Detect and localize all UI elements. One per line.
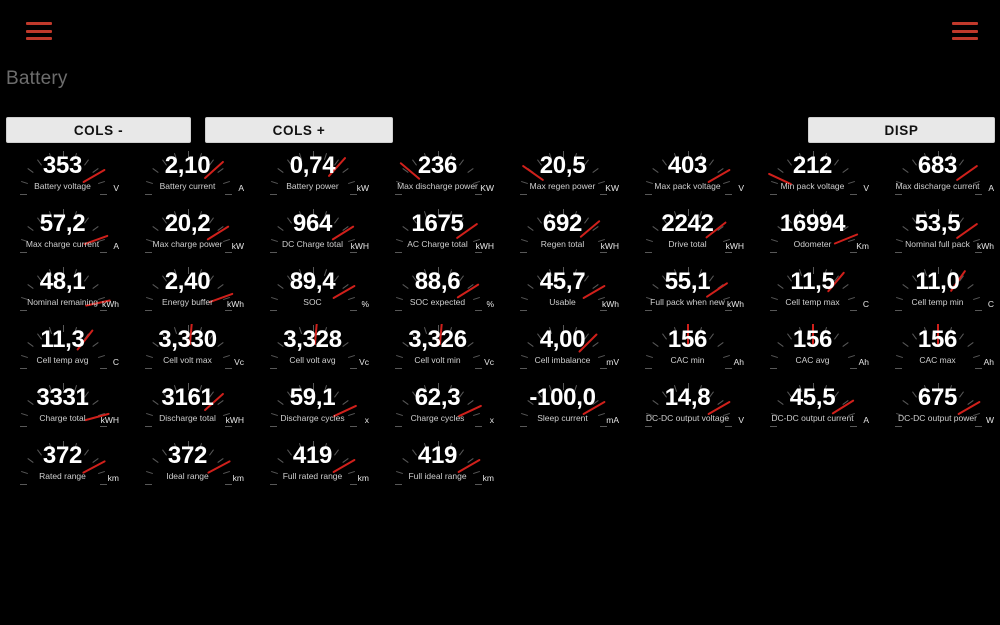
gauge-value: 11,3 — [40, 326, 85, 353]
gauge-tick — [475, 426, 482, 427]
gauge-value: 48,1 — [39, 268, 86, 295]
gauge-value: 156 — [792, 326, 833, 353]
gauge-tick — [895, 310, 902, 311]
gauge-unit: Ah — [733, 357, 744, 367]
gauge-unit: Vc — [359, 357, 369, 367]
gauge-unit: Vc — [234, 357, 244, 367]
gauge-cell[interactable] — [0, 382, 125, 440]
gauge-cell[interactable] — [375, 382, 500, 440]
gauge-cell[interactable] — [125, 382, 250, 440]
gauge-label: Sleep current — [537, 413, 588, 423]
gauge-tick — [100, 426, 107, 427]
gauge-tick — [20, 310, 27, 311]
gauge-label: Cell volt max — [163, 355, 212, 365]
gauge-cell[interactable] — [500, 150, 625, 208]
gauge-value: 2,40 — [164, 268, 211, 295]
gauge-value: 403 — [667, 152, 708, 179]
gauge-unit: kWH — [100, 415, 119, 425]
gauge-label: Cell temp min — [911, 297, 964, 307]
gauge-row — [0, 266, 1000, 324]
gauge-tick — [350, 252, 357, 253]
gauge-cell[interactable] — [250, 382, 375, 440]
gauge-tick — [645, 194, 652, 195]
gauge-label: AC Charge total — [407, 239, 468, 249]
gauge-tick — [270, 484, 277, 485]
gauge-cell[interactable] — [500, 208, 625, 266]
gauge-unit: x — [364, 415, 369, 425]
gauge-cell[interactable] — [125, 324, 250, 382]
gauge-cell[interactable] — [875, 208, 1000, 266]
gauge-label: Min pack voltage — [780, 181, 845, 191]
gauge-value: 236 — [417, 152, 458, 179]
gauge-unit: W — [985, 415, 994, 425]
gauge-label: SOC — [303, 297, 322, 307]
hamburger-menu-icon[interactable] — [952, 22, 978, 40]
gauge-unit: kWh — [602, 299, 619, 309]
gauge-unit: A — [863, 415, 869, 425]
gauge-unit: Ah — [858, 357, 869, 367]
gauge-tick — [395, 310, 402, 311]
gauge-value: 683 — [917, 152, 958, 179]
gauge-tick — [100, 368, 107, 369]
gauge-tick — [850, 368, 857, 369]
gauge-unit: A — [113, 241, 119, 251]
gauge-row — [0, 440, 1000, 498]
gauge-value: 2242 — [661, 210, 714, 237]
gauge-unit: mV — [606, 357, 619, 367]
gauge-tick — [395, 426, 402, 427]
gauge-label: Cell temp avg — [36, 355, 89, 365]
gauge-label: Max charge power — [152, 239, 223, 249]
gauge-tick — [270, 426, 277, 427]
gauge-cell[interactable] — [625, 150, 750, 208]
gauge-tick — [225, 368, 232, 369]
gauge-label: Discharge cycles — [280, 413, 345, 423]
gauge-unit: kW — [231, 241, 244, 251]
gauge-tick — [20, 426, 27, 427]
gauge-tick — [270, 368, 277, 369]
gauge-unit: KW — [480, 183, 494, 193]
gauge-cell[interactable] — [250, 266, 375, 324]
gauge-label: Discharge total — [159, 413, 216, 423]
gauge-cell[interactable] — [750, 208, 875, 266]
gauge-cell[interactable] — [0, 266, 125, 324]
gauge-tick — [350, 426, 357, 427]
gauge-label: Battery voltage — [34, 181, 91, 191]
gauge-tick — [770, 194, 777, 195]
gauge-label: Energy buffer — [162, 297, 213, 307]
gauge-tick — [770, 252, 777, 253]
gauge-value: 11,5 — [790, 268, 835, 295]
gauge-tick — [475, 194, 482, 195]
gauge-unit: C — [112, 357, 119, 367]
top-bar — [0, 0, 1000, 62]
gauge-unit: Ah — [983, 357, 994, 367]
gauge-label: DC-DC output voltage — [645, 413, 730, 423]
gauge-unit: V — [738, 415, 744, 425]
gauge-tick — [350, 310, 357, 311]
gauge-tick — [600, 252, 607, 253]
gauge-tick — [475, 252, 482, 253]
gauge-cell[interactable] — [625, 324, 750, 382]
gauge-tick — [520, 310, 527, 311]
gauge-cell[interactable] — [500, 324, 625, 382]
gauge-label: Drive total — [668, 239, 707, 249]
gauge-tick — [395, 484, 402, 485]
gauge-unit: V — [113, 183, 119, 193]
gauge-tick — [100, 194, 107, 195]
gauge-tick — [520, 426, 527, 427]
gauge-unit: V — [863, 183, 869, 193]
gauge-label: SOC expected — [409, 297, 466, 307]
gauge-tick — [225, 194, 232, 195]
gauge-unit: C — [862, 299, 869, 309]
gauge-value: 3,330 — [158, 326, 217, 353]
gauge-tick — [20, 194, 27, 195]
gauge-tick — [270, 252, 277, 253]
cols-minus-button[interactable]: COLS - — [6, 117, 191, 143]
gauge-cell[interactable] — [625, 382, 750, 440]
gauge-tick — [975, 310, 982, 311]
gauge-tick — [225, 252, 232, 253]
gauge-label: Regen total — [540, 239, 585, 249]
gauge-cell[interactable] — [250, 208, 375, 266]
gauge-cell[interactable] — [875, 150, 1000, 208]
gauge-label: Cell imbalance — [534, 355, 591, 365]
gauge-label: Full rated range — [282, 471, 343, 481]
gauge-tick — [475, 484, 482, 485]
gauge-label: Max discharge power — [397, 181, 478, 191]
gauge-unit: kWH — [350, 241, 369, 251]
gauge-tick — [145, 194, 152, 195]
gauge-tick — [645, 252, 652, 253]
gauge-value: 57,2 — [39, 210, 86, 237]
gauge-tick — [850, 310, 857, 311]
gauge-unit: km — [107, 473, 119, 483]
menu-bar-3 — [26, 37, 52, 40]
gauge-unit: A — [238, 183, 244, 193]
button-row — [0, 117, 1000, 143]
gauge-tick — [645, 426, 652, 427]
gauge-tick — [475, 310, 482, 311]
gauge-label: Full pack when new — [650, 297, 725, 307]
gauge-label: CAC avg — [795, 355, 830, 365]
gauge-tick — [850, 252, 857, 253]
gauge-tick — [520, 252, 527, 253]
gauge-tick — [600, 426, 607, 427]
gauge-tick — [600, 368, 607, 369]
gauge-cell[interactable] — [750, 324, 875, 382]
gauge-label: Cell temp max — [785, 297, 840, 307]
gauge-value: 45,7 — [539, 268, 586, 295]
page-title: Battery — [6, 68, 68, 89]
gauge-tick — [850, 194, 857, 195]
gauge-cell[interactable] — [375, 324, 500, 382]
gauge-cell[interactable] — [0, 150, 125, 208]
gauge-tick — [270, 310, 277, 311]
gauge-unit: mA — [606, 415, 619, 425]
gauge-label: CAC max — [919, 355, 956, 365]
gauge-tick — [975, 194, 982, 195]
gauge-unit: kWh — [227, 299, 244, 309]
gauge-label: Full ideal range — [408, 471, 467, 481]
gauge-label: DC Charge total — [282, 239, 343, 249]
gauge-label: Charge cycles — [410, 413, 465, 423]
menu-bar-3 — [952, 37, 978, 40]
gauge-cell[interactable] — [125, 266, 250, 324]
gauge-value: 2,10 — [164, 152, 211, 179]
gauge-cell[interactable] — [375, 266, 500, 324]
gauge-tick — [895, 426, 902, 427]
gauge-cell[interactable] — [125, 440, 250, 498]
gauge-tick — [725, 310, 732, 311]
hamburger-menu-icon[interactable] — [26, 22, 52, 40]
gauge-unit: kWh — [727, 299, 744, 309]
gauge-cell[interactable] — [250, 150, 375, 208]
gauge-unit: kWH — [225, 415, 244, 425]
gauge-tick — [600, 310, 607, 311]
gauge-tick — [350, 368, 357, 369]
gauge-tick — [20, 368, 27, 369]
gauge-value: 372 — [167, 442, 208, 469]
gauge-tick — [145, 368, 152, 369]
gauge-value: 372 — [42, 442, 83, 469]
gauge-cell[interactable] — [0, 324, 125, 382]
gauge-tick — [225, 426, 232, 427]
gauge-value: 156 — [667, 326, 708, 353]
gauge-value: 20,5 — [539, 152, 586, 179]
gauge-label: Nominal remaining — [27, 297, 98, 307]
gauge-unit: Vc — [484, 357, 494, 367]
gauge-tick — [725, 252, 732, 253]
gauge-value: 419 — [292, 442, 333, 469]
gauge-cell[interactable] — [750, 382, 875, 440]
gauge-value: 53,5 — [914, 210, 961, 237]
gauge-value: 3161 — [161, 384, 214, 411]
gauge-unit: % — [486, 299, 494, 309]
gauge-value: 14,8 — [664, 384, 711, 411]
gauge-cell[interactable] — [375, 208, 500, 266]
gauge-tick — [145, 426, 152, 427]
gauge-cell[interactable] — [625, 208, 750, 266]
gauge-cell[interactable] — [875, 266, 1000, 324]
gauge-label: Max regen power — [529, 181, 596, 191]
menu-bar-1 — [26, 22, 52, 25]
gauge-cell[interactable] — [500, 266, 625, 324]
gauge-tick — [770, 310, 777, 311]
gauge-label: DC-DC output power — [898, 413, 977, 423]
gauge-tick — [975, 252, 982, 253]
gauge-tick — [850, 426, 857, 427]
gauge-tick — [350, 194, 357, 195]
gauge-value: 964 — [292, 210, 333, 237]
gauge-label: Max pack voltage — [654, 181, 721, 191]
gauge-value: 212 — [792, 152, 833, 179]
menu-bar-2 — [952, 30, 978, 33]
gauge-value: 11,0 — [915, 268, 960, 295]
gauge-unit: x — [489, 415, 494, 425]
gauge-unit: km — [357, 473, 369, 483]
gauge-label: Usable — [549, 297, 576, 307]
gauge-unit: km — [232, 473, 244, 483]
gauge-unit: Km — [856, 241, 869, 251]
gauge-tick — [725, 426, 732, 427]
gauge-tick — [395, 194, 402, 195]
gauge-cell[interactable] — [875, 382, 1000, 440]
gauge-unit: kW — [356, 183, 369, 193]
gauge-cell[interactable] — [625, 266, 750, 324]
disp-button[interactable]: DISP — [808, 117, 995, 143]
gauge-cell[interactable] — [125, 150, 250, 208]
gauge-tick — [725, 368, 732, 369]
gauge-cell[interactable] — [875, 324, 1000, 382]
gauge-tick — [770, 426, 777, 427]
gauge-label: Ideal range — [166, 471, 209, 481]
gauge-row — [0, 324, 1000, 382]
gauge-label: Max charge current — [25, 239, 100, 249]
gauge-label: Battery current — [159, 181, 216, 191]
gauge-row — [0, 150, 1000, 208]
gauge-value: 3,326 — [408, 326, 467, 353]
gauge-cell[interactable] — [375, 440, 500, 498]
gauge-value: 353 — [42, 152, 83, 179]
gauge-tick — [725, 194, 732, 195]
gauge-unit: KW — [605, 183, 619, 193]
gauge-tick — [100, 252, 107, 253]
gauge-label: Cell volt min — [414, 355, 461, 365]
gauge-value: 20,2 — [164, 210, 211, 237]
gauge-cell[interactable] — [0, 208, 125, 266]
gauge-value: 59,1 — [289, 384, 336, 411]
gauge-tick — [395, 368, 402, 369]
gauge-label: CAC min — [670, 355, 705, 365]
gauge-tick — [520, 368, 527, 369]
gauge-unit: V — [738, 183, 744, 193]
gauge-unit: kWH — [600, 241, 619, 251]
gauge-tick — [895, 194, 902, 195]
gauge-label: Cell volt avg — [289, 355, 336, 365]
gauge-unit: kWh — [102, 299, 119, 309]
gauge-tick — [600, 194, 607, 195]
gauge-value: 156 — [917, 326, 958, 353]
gauge-tick — [475, 368, 482, 369]
gauge-value: 88,6 — [414, 268, 461, 295]
gauge-unit: C — [987, 299, 994, 309]
gauge-cell[interactable] — [750, 150, 875, 208]
gauge-cell[interactable] — [0, 440, 125, 498]
gauge-value: 692 — [542, 210, 583, 237]
menu-bar-2 — [26, 30, 52, 33]
gauge-label: DC-DC output current — [771, 413, 854, 423]
gauge-label: Odometer — [793, 239, 832, 249]
gauge-label: Charge total — [39, 413, 86, 423]
gauge-tick — [770, 368, 777, 369]
gauge-tick — [350, 484, 357, 485]
gauge-row — [0, 382, 1000, 440]
gauge-tick — [895, 368, 902, 369]
gauge-value: 0,74 — [289, 152, 336, 179]
gauge-cell[interactable] — [125, 208, 250, 266]
gauge-unit: km — [482, 473, 494, 483]
gauge-tick — [645, 368, 652, 369]
gauge-tick — [270, 194, 277, 195]
gauge-tick — [975, 368, 982, 369]
gauge-tick — [225, 484, 232, 485]
menu-bar-1 — [952, 22, 978, 25]
gauge-value: 89,4 — [289, 268, 336, 295]
gauge-tick — [100, 310, 107, 311]
gauge-tick — [145, 484, 152, 485]
gauge-tick — [20, 484, 27, 485]
gauge-unit: kWH — [725, 241, 744, 251]
gauge-cell[interactable] — [750, 266, 875, 324]
gauge-grid — [0, 150, 1000, 498]
gauge-tick — [145, 252, 152, 253]
gauge-unit: kWH — [475, 241, 494, 251]
gauge-value: 45,5 — [789, 384, 836, 411]
gauge-unit: % — [361, 299, 369, 309]
gauge-tick — [520, 194, 527, 195]
gauge-value: 55,1 — [664, 268, 711, 295]
gauge-tick — [645, 310, 652, 311]
gauge-row — [0, 208, 1000, 266]
gauge-unit: A — [988, 183, 994, 193]
gauge-tick — [20, 252, 27, 253]
gauge-cell[interactable] — [500, 382, 625, 440]
gauge-value: 62,3 — [414, 384, 461, 411]
gauge-tick — [895, 252, 902, 253]
gauge-tick — [225, 310, 232, 311]
cols-plus-button[interactable]: COLS + — [205, 117, 393, 143]
gauge-label: Nominal full pack — [905, 239, 970, 249]
gauge-value: 16994 — [779, 210, 846, 237]
gauge-cell[interactable] — [375, 150, 500, 208]
gauge-label: Battery power — [286, 181, 339, 191]
gauge-value: 3,328 — [283, 326, 342, 353]
gauge-tick — [975, 426, 982, 427]
gauge-label: Rated range — [39, 471, 86, 481]
gauge-value: 4,00 — [539, 326, 586, 353]
gauge-unit: kWh — [977, 241, 994, 251]
gauge-value: 1675 — [411, 210, 464, 237]
gauge-value: 3331 — [36, 384, 89, 411]
gauge-tick — [100, 484, 107, 485]
gauge-value: 419 — [417, 442, 458, 469]
gauge-tick — [395, 252, 402, 253]
gauge-cell[interactable] — [250, 440, 375, 498]
gauge-cell[interactable] — [250, 324, 375, 382]
gauge-label: Max discharge current — [895, 181, 980, 191]
gauge-value: -100,0 — [529, 384, 596, 411]
gauge-value: 675 — [917, 384, 958, 411]
gauge-tick — [145, 310, 152, 311]
